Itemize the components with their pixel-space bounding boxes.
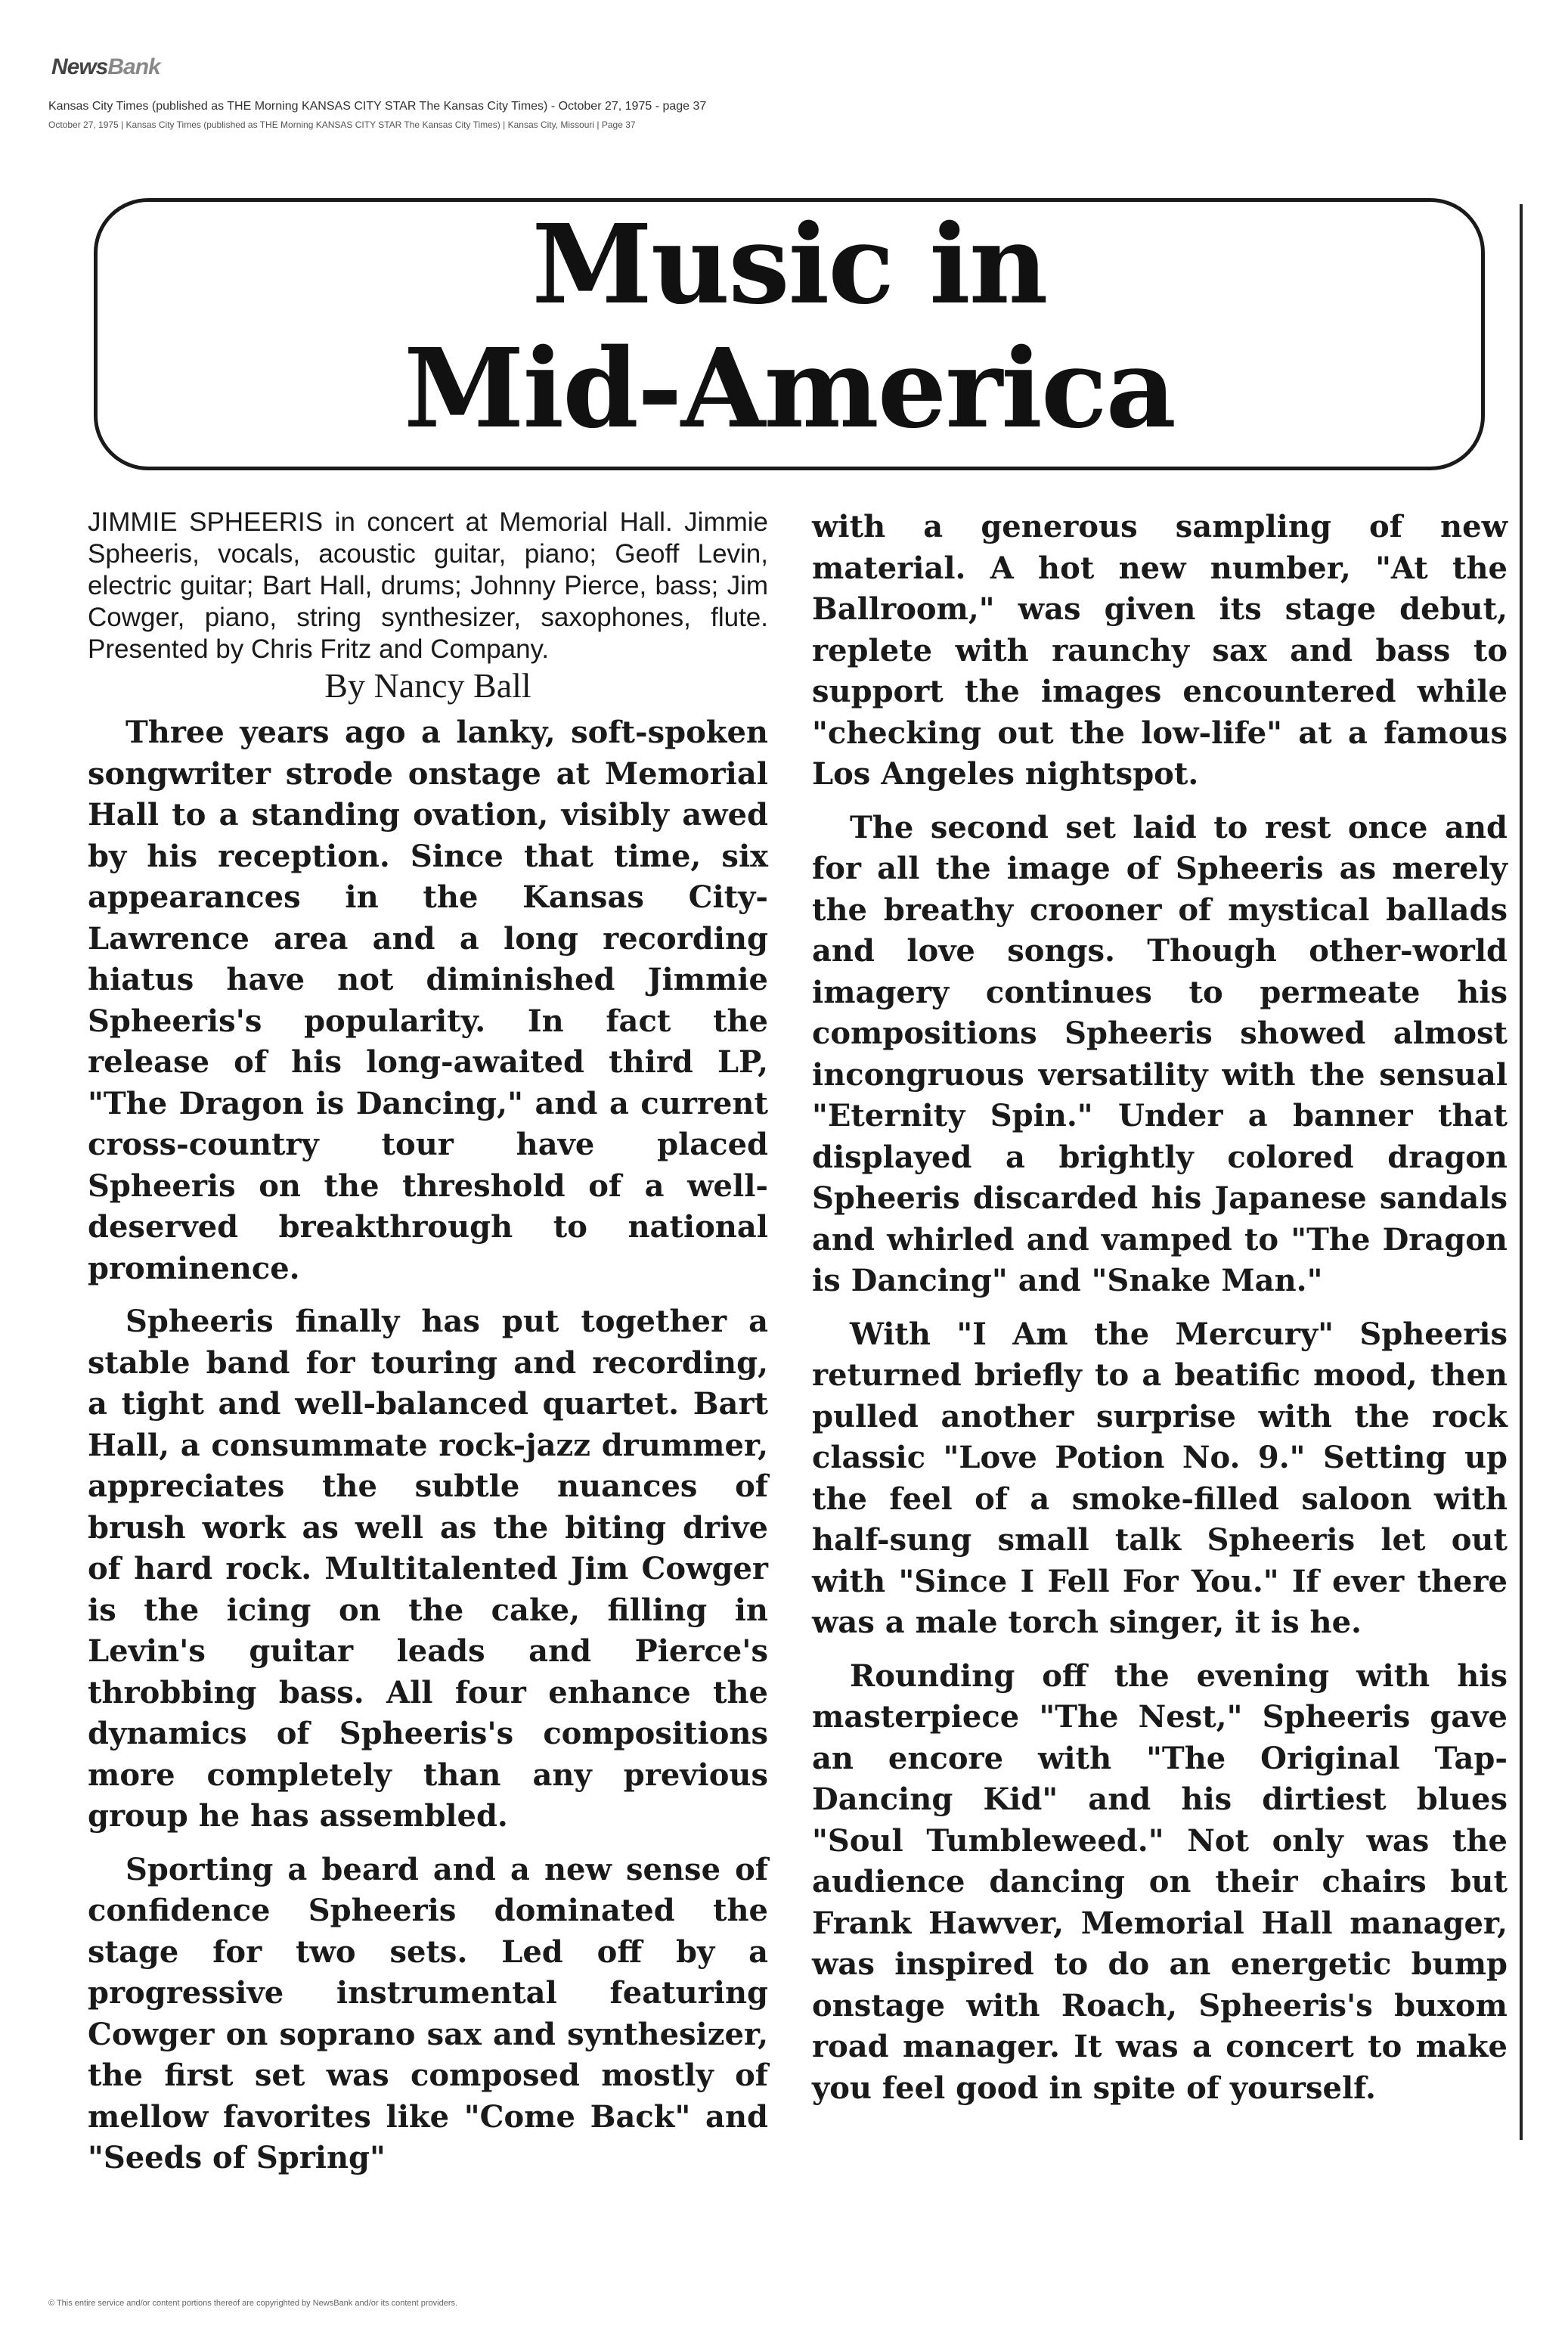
byline: By Nancy Ball xyxy=(324,666,531,705)
headline-line-2: Mid-America xyxy=(404,324,1175,452)
article-column-left xyxy=(88,507,768,2191)
article-paragraph-4: The second set laid to rest once and for all the image of Spheeris as merely the breathy crooner of mystical ballads and love songs. Though other-world imagery continues to permeate his compositions Spheeris showed almost incongruous versatility with the sensual "Eternity Spin." Under a banner that displayed a brightly colored dragon Spheeris discarded his Japanese sandals and whirled and vamped to "The Dragon is Dancing" and "Snake Man." xyxy=(812,809,1508,1298)
article-paragraph-6: Rounding off the evening with his masterpiece "The Nest," Spheeris gave an encore with "The Original Tap-Dancing Kid" and his dirtiest blues "Soul Tumbleweed." Not only was the audience dancing on their chairs but Frank Hawver, Memorial Hall manager, was inspired to do an energetic bump onstage with Roach, Spheeris's buxom road manager. It was a concert to make you feel good in spite of yourself. xyxy=(812,1658,1508,2106)
column-rule xyxy=(1520,204,1523,2140)
concert-credits: JIMMIE SPHEERIS in concert at Memorial Hall. Jimmie Spheeris, vocals, acoustic guitar, piano; Geoff Levin, electric guitar; Bart Hall, drums; Johnny Pierce, bass; Jim Cowger, piano, string synthesizer, saxophones, flute. Presented by Chris Fritz and Company. xyxy=(88,507,768,664)
headline-line-1: Music in xyxy=(531,200,1047,328)
article-paragraph-3-start: Sporting a beard and a new sense of confidence Spheeris dominated the stage for two sets. Led off by a progressive instrumental featuring Cowger on soprano sax and synthesizer, the first set was composed mostly of mellow favorites like "Come Back" and "Seeds of Spring" xyxy=(88,1851,768,2175)
newsbank-logo: NewsBank xyxy=(51,54,160,79)
headline xyxy=(94,200,1485,452)
article-paragraph-3-end: with a generous sampling of new material. A hot new number, "At the Ballroom," was given its stage debut, replete with raunchy sax and bass to support the images encountered while "checking out the low-life" at a famous Los Angeles nightspot. xyxy=(812,509,1508,792)
article-paragraph-2: Spheeris finally has put together a stable band for touring and recording, a tight and well-balanced quartet. Bart Hall, a consummate rock-jazz drummer, appreciates the subtle nuances of brush work as well as the biting drive of hard rock. Multitalented Jim Cowger is the icing on the cake, filling in Levin's guitar leads and Pierce's throbbing bass. All four enhance the dynamics of Spheeris's compositions more completely than any previous group he has assembled. xyxy=(88,1304,768,1834)
source-line: Kansas City Times (published as THE Morning KANSAS CITY STAR The Kansas City Times) - October 27, 1975 - page 37 xyxy=(48,100,707,113)
copyright-footer: © This entire service and/or content portions thereof are copyrighted by NewsBank and/or its content providers. xyxy=(48,2299,458,2308)
article-paragraph-5: With "I Am the Mercury" Spheeris returned briefly to a beatific mood, then pulled another surprise with the rock classic "Love Potion No. 9." Setting up the feel of a smoke-filled saloon with half-sung small talk Spheeris let out with "Since I Fell For You." If ever there was a male torch singer, it is he. xyxy=(812,1316,1508,1640)
citation-line: October 27, 1975 | Kansas City Times (published as THE Morning KANSAS CITY STAR The Kansas City Times) | Kansas City, Missouri | Page 37 xyxy=(48,119,636,130)
article-column-right xyxy=(812,507,1508,2121)
article-paragraph-1: Three years ago a lanky, soft-spoken songwriter strode onstage at Memorial Hall to a standing ovation, visibly awed by his reception. Since that time, six appearances in the Kansas City-Lawrence area and a long recording hiatus have not diminished Jimmie Spheeris's popularity. In fact the release of his long-awaited third LP, "The Dragon is Dancing," and a current cross-country tour have placed Spheeris on the threshold of a well-deserved breakthrough to national prominence. xyxy=(88,715,768,1286)
